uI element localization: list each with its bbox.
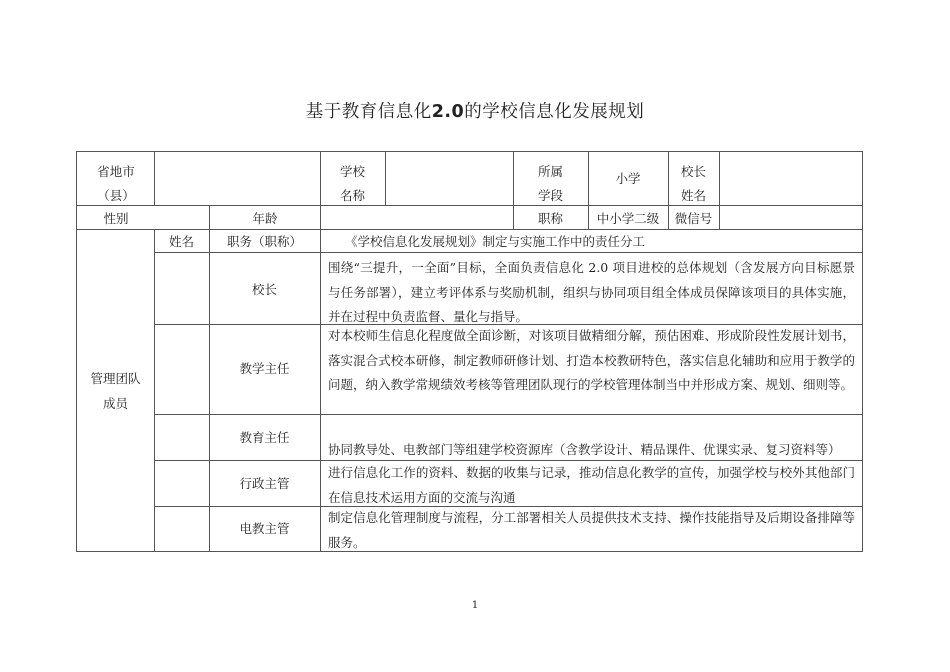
team-group-label: 管理团队 <box>90 371 141 386</box>
col-divider <box>385 151 386 206</box>
table-border-top <box>76 151 863 152</box>
school-label-sub: 名称 <box>339 188 365 203</box>
team-group-label-sub: 成员 <box>102 396 128 411</box>
gender-label: 性别 <box>103 211 129 226</box>
stage-label: 所属 <box>537 164 563 179</box>
member-role: 行政主管 <box>239 476 290 491</box>
region-label: 省地市 <box>97 164 135 179</box>
table-border-right <box>862 151 863 552</box>
row-divider <box>76 205 863 206</box>
col-header-duty: 《学校信息化发展规划》制定与实施工作中的责任分工 <box>345 234 646 249</box>
row-divider <box>154 414 863 415</box>
member-duty: 对本校师生信息化程度做全面诊断，对该项目做精细分解，预估困难、形成阶段性发展计划书，落实混合式校本研修，制定教师研修计划、打造本校教研特色，落实信息化辅助和应用于教学的问题，纳入教学常规绩效考核等管理团队现行的学校管理体制当中并形成方案、规划、细则等。 <box>328 328 855 392</box>
member-duty: 制定信息化管理制度与流程，分工部署相关人员提供技术支持、操作技能指导及后期设备排障等服务。 <box>328 510 855 550</box>
page-number: 1 <box>471 600 479 611</box>
age-label: 年龄 <box>252 211 278 226</box>
title-version: 2.0 <box>431 102 465 122</box>
principal-label: 校长 <box>680 164 706 179</box>
col-header-name: 姓名 <box>168 234 194 249</box>
principal-label-sub: 姓名 <box>680 188 706 203</box>
table-border-left <box>76 151 77 552</box>
member-duty: 进行信息化工作的资料、数据的收集与记录，推动信息化教学的宣传，加强学校与校外其他部门在信息技术运用方面的交流与沟通 <box>328 465 855 505</box>
title-prefix: 基于教育信息化 <box>305 102 432 122</box>
title-label: 职称 <box>537 211 563 226</box>
title-suffix: 的学校信息化发展规划 <box>464 102 645 122</box>
member-role: 教育主任 <box>239 430 290 445</box>
school-label: 学校 <box>339 164 365 179</box>
col-divider <box>719 151 720 229</box>
col-divider <box>320 151 321 552</box>
col-divider <box>154 151 155 206</box>
title-value: 中小学二级 <box>596 211 660 226</box>
document-title <box>0 98 950 123</box>
col-divider <box>154 229 155 552</box>
wechat-label: 微信号 <box>674 211 713 226</box>
col-header-position: 职务（职称） <box>226 234 302 249</box>
member-role: 电教主管 <box>239 521 290 536</box>
member-duty: 围绕“三提升，一全面”目标，全面负责信息化 2.0 项目进校的总体规划（含发展方向目标愿景与任务部署），建立考评体系与奖励机制，组织与协同项目组全体成员保障该项目的具体实施，并在过程中负责监督、量化与指导。 <box>328 260 855 324</box>
member-duty: 协同教导处、电教部门等组建学校资源库（含教学设计、精品课件、优课实录、复习资料等） <box>328 442 841 457</box>
stage-label-sub: 学段 <box>537 188 563 203</box>
member-role: 校长 <box>251 282 277 297</box>
member-role: 教学主任 <box>239 361 290 376</box>
region-label-sub: （县） <box>97 188 135 203</box>
stage-value: 小学 <box>615 171 641 186</box>
